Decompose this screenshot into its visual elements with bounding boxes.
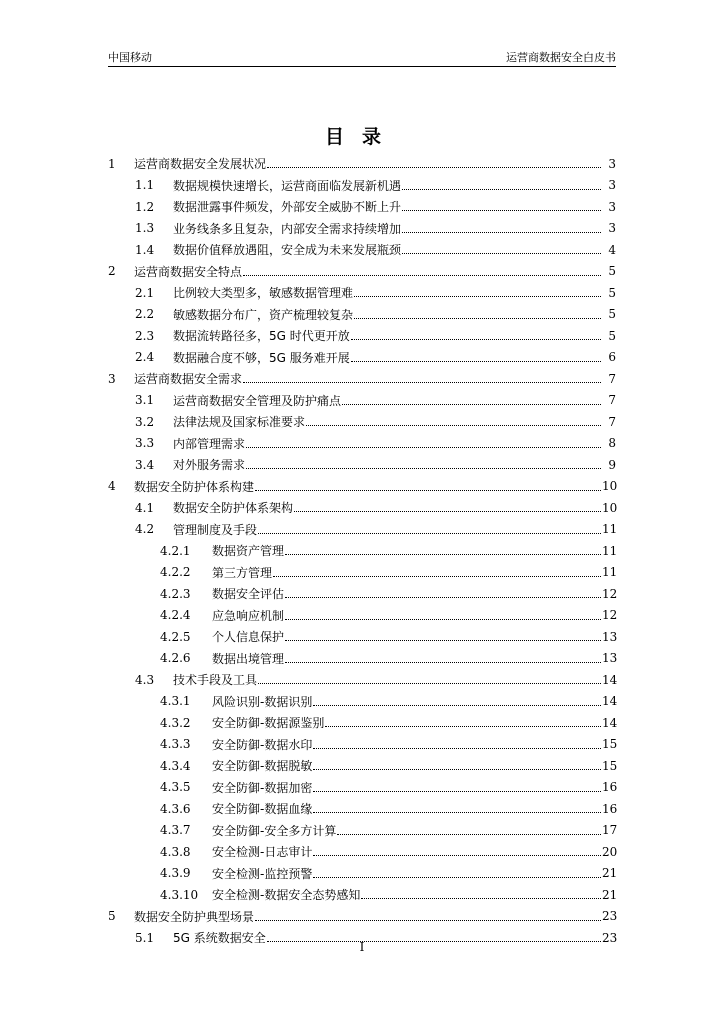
toc-entry-page: 5 <box>608 264 616 279</box>
toc-entry-page: 15 <box>602 737 618 752</box>
header-left: 中国移动 <box>108 51 152 64</box>
toc-entry[interactable] <box>108 347 616 369</box>
toc-entry-label: 敏感数据分布广，资产梳理较复杂 <box>173 307 354 322</box>
toc-leader-dots <box>351 338 601 340</box>
toc-entry-page: 7 <box>608 393 616 408</box>
toc-entry[interactable] <box>108 153 616 175</box>
toc-entry[interactable] <box>108 239 616 261</box>
toc-entry-page: 5 <box>608 307 616 322</box>
toc-leader-dots <box>351 360 601 362</box>
toc-entry-number: 4.3.2 <box>160 715 191 730</box>
toc-entry-label: 安全防御-数据源鉴别 <box>212 716 325 731</box>
toc-entry-label: 安全检测-数据安全态势感知 <box>212 888 361 903</box>
toc-entry[interactable] <box>108 411 616 433</box>
toc-entry-label: 数据出境管理 <box>212 651 285 666</box>
toc-entry-page: 12 <box>602 586 618 601</box>
toc-entry-number: 4.2.3 <box>160 586 191 601</box>
toc-entry-page: 14 <box>602 694 618 709</box>
toc-entry-number: 4.2.6 <box>160 651 191 666</box>
toc-entry[interactable] <box>108 476 616 498</box>
toc-entry-page: 3 <box>608 199 616 214</box>
toc-entry-number: 3.3 <box>135 436 155 451</box>
toc-leader-dots <box>313 790 601 792</box>
toc-entry-page: 8 <box>608 436 616 451</box>
toc-entry-number: 1 <box>108 156 116 171</box>
toc-entry-label: 数据安全防护体系构建 <box>134 479 255 494</box>
toc-entry-page: 16 <box>602 801 618 816</box>
toc-leader-dots <box>313 876 601 878</box>
toc-entry-label: 运营商数据安全发展状况 <box>134 157 267 172</box>
toc-entry-number: 4.2.1 <box>160 543 191 558</box>
toc-entry-number: 4.3.8 <box>160 844 191 859</box>
toc-entry-page: 3 <box>608 178 616 193</box>
toc-entry-label: 业务线条多且复杂，内部安全需求持续增加 <box>173 221 402 236</box>
page-title: 目录 <box>324 126 399 148</box>
toc-entry-label: 安全防御-数据脱敏 <box>212 759 313 774</box>
toc-entry-page: 7 <box>608 414 616 429</box>
toc-entry-label: 运营商数据安全特点 <box>134 264 243 279</box>
toc-entry-page: 13 <box>602 629 618 644</box>
toc-entry[interactable] <box>108 648 616 670</box>
toc-leader-dots <box>285 661 601 663</box>
toc-entry[interactable] <box>108 175 616 197</box>
toc-entry-label: 技术手段及工具 <box>173 673 258 688</box>
toc-entry[interactable] <box>108 820 616 842</box>
toc-entry-number: 4.3.10 <box>160 887 199 902</box>
toc-entry-page: 5 <box>608 328 616 343</box>
toc-entry-page: 3 <box>608 156 616 171</box>
toc-entry-page: 10 <box>602 479 618 494</box>
toc-leader-dots <box>285 618 601 620</box>
toc-entry[interactable] <box>108 841 616 863</box>
toc-entry[interactable] <box>108 798 616 820</box>
toc-entry-number: 2.3 <box>135 328 155 343</box>
toc-entry-label: 风险识别-数据识别 <box>212 694 313 709</box>
toc-leader-dots <box>294 510 601 512</box>
toc-entry[interactable] <box>108 218 616 240</box>
toc-entry-label: 个人信息保护 <box>212 630 285 645</box>
toc-entry-page: 11 <box>602 565 618 580</box>
header-divider <box>108 66 616 67</box>
header-right: 运营商数据安全白皮书 <box>506 51 616 64</box>
toc-entry-label: 数据融合度不够，5G 服务难开展 <box>173 350 350 365</box>
toc-entry-page: 14 <box>602 715 618 730</box>
toc-entry-label: 5G 系统数据安全 <box>173 931 266 946</box>
toc-entry-label: 管理制度及手段 <box>173 522 258 537</box>
toc-entry[interactable] <box>108 755 616 777</box>
toc-entry-number: 4.3.1 <box>160 694 191 709</box>
toc-leader-dots <box>243 381 601 383</box>
toc-entry[interactable] <box>108 519 616 541</box>
toc-entry-page: 13 <box>602 651 618 666</box>
toc-entry-number: 4.3 <box>135 672 155 687</box>
toc-entry-number: 4.3.3 <box>160 737 191 752</box>
toc-entry-number: 4.2 <box>135 522 155 537</box>
toc-leader-dots <box>306 424 601 426</box>
toc-entry[interactable] <box>108 863 616 885</box>
toc-leader-dots <box>273 575 601 577</box>
toc-leader-dots <box>402 252 601 254</box>
toc-entry-number: 4.3.6 <box>160 801 191 816</box>
toc-entry-label: 数据安全防护典型场景 <box>134 909 255 924</box>
toc-entry[interactable] <box>108 691 616 713</box>
toc-entry-label: 运营商数据安全需求 <box>134 372 243 387</box>
toc-entry-page: 11 <box>602 522 618 537</box>
toc-entry-number: 3.2 <box>135 414 155 429</box>
toc-entry-number: 5.1 <box>135 930 155 945</box>
toc-entry-label: 安全防御-数据加密 <box>212 780 313 795</box>
toc-entry[interactable] <box>108 304 616 326</box>
toc-entry[interactable] <box>108 884 616 906</box>
toc-entry[interactable] <box>108 669 616 691</box>
toc-entry-page: 6 <box>608 350 616 365</box>
toc-leader-dots <box>246 446 601 448</box>
toc-entry-page: 14 <box>602 672 618 687</box>
toc-entry-number: 4 <box>108 479 116 494</box>
toc-entry[interactable] <box>108 906 616 928</box>
toc-entry-number: 3.4 <box>135 457 155 472</box>
toc-leader-dots <box>402 231 601 233</box>
toc-leader-dots <box>325 725 601 727</box>
toc-entry-number: 4.2.2 <box>160 565 191 580</box>
toc-entry-number: 3.1 <box>135 393 155 408</box>
toc-entry-label: 比例较大类型多，敏感数据管理难 <box>173 286 354 301</box>
toc-entry[interactable] <box>108 562 616 584</box>
toc-leader-dots <box>285 596 601 598</box>
toc-entry-number: 4.3.5 <box>160 780 191 795</box>
toc-entry[interactable] <box>108 605 616 627</box>
toc-entry-page: 21 <box>602 866 618 881</box>
toc-entry-label: 数据规模快速增长，运营商面临发展新机遇 <box>173 178 402 193</box>
toc-leader-dots <box>246 467 601 469</box>
toc-entry-label: 数据流转路径多，5G 时代更开放 <box>173 329 350 344</box>
toc-entry-number: 5 <box>108 909 116 924</box>
toc-entry-number: 2.2 <box>135 307 155 322</box>
toc-leader-dots <box>337 833 601 835</box>
toc-entry-page: 21 <box>602 887 618 902</box>
toc-entry-number: 2.4 <box>135 350 155 365</box>
toc-entry-number: 4.3.4 <box>160 758 191 773</box>
toc-entry-number: 4.3.7 <box>160 823 191 838</box>
toc-leader-dots <box>402 188 601 190</box>
toc-leader-dots <box>258 682 601 684</box>
toc-entry-label: 应急响应机制 <box>212 608 285 623</box>
toc-entry-label: 安全检测-日志审计 <box>212 845 313 860</box>
toc-entry-page: 23 <box>602 909 618 924</box>
toc-entry-number: 2.1 <box>135 285 155 300</box>
toc-leader-dots <box>255 489 601 491</box>
toc-entry-label: 法律法规及国家标准要求 <box>173 415 306 430</box>
toc-entry-page: 7 <box>608 371 616 386</box>
toc-entry[interactable] <box>108 261 616 283</box>
toc-entry-label: 数据安全防护体系架构 <box>173 501 294 516</box>
toc-leader-dots <box>361 897 601 899</box>
toc-leader-dots <box>258 532 601 534</box>
table-of-contents <box>108 153 616 949</box>
toc-entry[interactable] <box>108 196 616 218</box>
toc-entry-number: 1.2 <box>135 199 155 214</box>
toc-entry-label: 安全检测-监控预警 <box>212 866 313 881</box>
toc-entry-label: 安全防御-安全多方计算 <box>212 823 337 838</box>
toc-entry[interactable] <box>108 454 616 476</box>
toc-entry-number: 4.2.4 <box>160 608 191 623</box>
toc-entry-label: 数据价值释放遇阻，安全成为未来发展瓶颈 <box>173 243 402 258</box>
toc-entry-page: 20 <box>602 844 618 859</box>
toc-entry[interactable] <box>108 390 616 412</box>
toc-entry-page: 15 <box>602 758 618 773</box>
toc-entry-label: 数据安全评估 <box>212 587 285 602</box>
toc-entry-label: 数据资产管理 <box>212 544 285 559</box>
toc-entry[interactable] <box>108 777 616 799</box>
toc-entry[interactable] <box>108 712 616 734</box>
page-number: I <box>359 940 365 954</box>
toc-entry[interactable] <box>108 282 616 304</box>
toc-entry-number: 4.2.5 <box>160 629 191 644</box>
toc-leader-dots <box>285 639 601 641</box>
toc-entry-number: 2 <box>108 264 116 279</box>
toc-leader-dots <box>313 747 601 749</box>
toc-leader-dots <box>313 854 601 856</box>
toc-leader-dots <box>342 403 601 405</box>
toc-entry-page: 23 <box>602 930 618 945</box>
toc-leader-dots <box>354 317 601 319</box>
toc-entry-label: 内部管理需求 <box>173 436 246 451</box>
toc-entry-label: 对外服务需求 <box>173 458 246 473</box>
toc-entry-page: 4 <box>608 242 616 257</box>
toc-entry-number: 3 <box>108 371 116 386</box>
toc-leader-dots <box>267 166 601 168</box>
toc-entry-page: 12 <box>602 608 618 623</box>
toc-entry-number: 1.4 <box>135 242 155 257</box>
toc-leader-dots <box>255 919 601 921</box>
toc-entry-label: 安全防御-数据水印 <box>212 737 313 752</box>
toc-entry[interactable] <box>108 583 616 605</box>
toc-entry[interactable] <box>108 734 616 756</box>
page-header <box>108 51 616 67</box>
toc-leader-dots <box>313 768 601 770</box>
toc-leader-dots <box>402 209 601 211</box>
toc-entry[interactable] <box>108 540 616 562</box>
toc-leader-dots <box>243 274 601 276</box>
toc-entry-label: 安全防御-数据血缘 <box>212 802 313 817</box>
toc-leader-dots <box>354 295 601 297</box>
toc-entry-label: 运营商数据安全管理及防护痛点 <box>173 393 342 408</box>
toc-entry[interactable] <box>108 626 616 648</box>
toc-entry-page: 16 <box>602 780 618 795</box>
toc-entry-page: 10 <box>602 500 618 515</box>
toc-entry-number: 1.1 <box>135 178 155 193</box>
toc-entry[interactable] <box>108 325 616 347</box>
toc-entry-page: 5 <box>608 285 616 300</box>
toc-entry-number: 4.3.9 <box>160 866 191 881</box>
toc-entry[interactable] <box>108 368 616 390</box>
toc-entry[interactable] <box>108 433 616 455</box>
toc-entry-page: 3 <box>608 221 616 236</box>
toc-entry-page: 9 <box>608 457 616 472</box>
toc-entry-label: 第三方管理 <box>212 565 273 580</box>
toc-leader-dots <box>313 811 601 813</box>
toc-entry-number: 1.3 <box>135 221 155 236</box>
toc-leader-dots <box>285 553 601 555</box>
toc-entry-page: 11 <box>602 543 618 558</box>
toc-entry[interactable] <box>108 497 616 519</box>
toc-leader-dots <box>313 704 601 706</box>
toc-entry-number: 4.1 <box>135 500 155 515</box>
toc-entry-label: 数据泄露事件频发，外部安全威胁不断上升 <box>173 200 402 215</box>
toc-entry-page: 17 <box>602 823 618 838</box>
